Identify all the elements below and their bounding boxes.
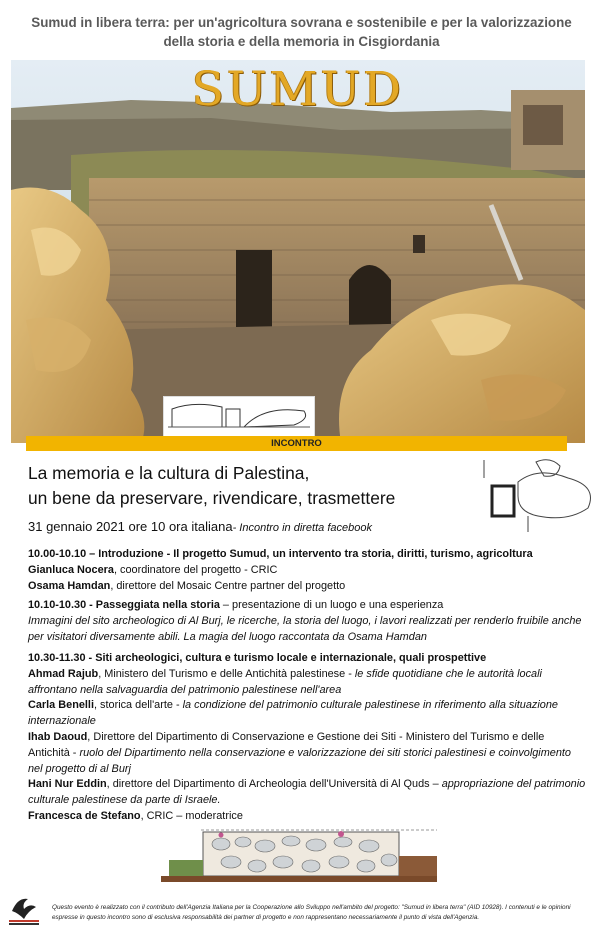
speaker-name: Carla Benelli <box>28 699 94 712</box>
event-type-band: INCONTRO <box>26 436 567 451</box>
speaker-name: Francesca de Stefano <box>28 809 141 822</box>
funding-disclaimer: Questo evento è realizzato con il contributo dell'Agenzia Italiana per la Cooperazione allo Sviluppo nell'ambito del progetto: "Sumud in libera terra" (AID 10928). I contenuti e le opinioni espresse in questo incontro sono di esclusiva responsabilità dei partner di progetto e non rappresentano necessariamente il punto di vista dell'Agenzia. <box>52 904 571 921</box>
event-date-note: - Incontro in diretta facebook <box>232 522 372 534</box>
program-heading-rest: – presentazione di un luogo e una esperienza <box>219 599 444 611</box>
speaker-role: , direttore del Dipartimento di Archeologia dell'Università di Al Quds – <box>106 778 442 791</box>
speaker-role: , Ministero del Turismo e delle Antichità palestinese - <box>98 667 355 680</box>
program-heading: 10.00-10.10 – Introduzione - Il progetto Sumud, un intervento tra storia, diritti, turismo, agricoltura <box>28 548 533 560</box>
speaker-line <box>28 563 588 579</box>
floor-plan-drawing <box>478 456 602 536</box>
program-heading: 10.30-11.30 - Siti archeologici, cultura e turismo locale e internazionale, quali prospettive <box>28 652 487 664</box>
speaker-role: , storica dell'arte - <box>93 699 183 712</box>
archaeological-site-illustration <box>11 60 585 443</box>
speaker-line <box>28 667 588 699</box>
event-date-time: 31 gennaio 2021 ore 10 ora italiana <box>28 519 233 534</box>
speaker-name: Gianluca Nocera <box>28 563 114 576</box>
speaker-line <box>28 730 588 777</box>
speaker-line <box>28 809 588 825</box>
title-line-2: della storia e della memoria in Cisgiordania <box>163 34 440 49</box>
speaker-line <box>28 777 588 809</box>
speaker-line <box>28 579 588 595</box>
speaker-role: , coordinatore del progetto - CRIC <box>113 563 278 576</box>
sumud-logo-text: SUMUD <box>191 62 405 117</box>
speaker-name: Osama Hamdan <box>28 579 111 592</box>
speaker-role: , direttore del Mosaic Centre partner del progetto <box>110 579 346 592</box>
agency-logo <box>6 891 42 927</box>
speaker-topic: le sfide quotidiane che le autorità locali affrontano nella salvaguardia del patrimonio palestinese nell'area <box>28 667 542 696</box>
program-block-2 <box>28 598 588 645</box>
speaker-name: Hani Nur Eddin <box>28 778 107 791</box>
section-sketch <box>163 396 315 438</box>
speaker-role: , CRIC – moderatrice <box>140 809 243 822</box>
speaker-topic: appropriazione del patrimonio culturale palestinese da parte di Israele. <box>28 778 586 807</box>
speaker-topic: ruolo del Dipartimento nella conservazione e valorizzazione dei siti storici palestinesi e coinvolgimento nel progetto di al Burj <box>28 746 571 775</box>
speaker-line <box>28 698 588 730</box>
event-date <box>28 519 372 534</box>
stonework-section-drawing <box>161 826 437 884</box>
program-heading: 10.10-10.30 - Passeggiata nella storia <box>28 599 220 611</box>
hero-photo <box>11 60 585 443</box>
speaker-name: Ihab Daoud <box>28 730 88 743</box>
program-block-3 <box>28 651 588 825</box>
program-description: Immagini del sito archeologico di Al Burj, le ricerche, la storia del luogo, i lavori realizzati per renderlo fruibile anche per visitatori diversamente abili. La magia del luogo raccontata da Osama Hamdan <box>28 614 582 643</box>
program-block-1 <box>28 547 588 594</box>
speaker-name: Ahmad Rajub <box>28 667 99 680</box>
speaker-role: , Direttore del Dipartimento di Conservazione e Gestione dei Siti - Ministero del Turismo e delle Antichità - <box>28 730 545 759</box>
event-title <box>28 461 395 511</box>
event-title-line-1: La memoria e la cultura di Palestina, <box>28 463 310 483</box>
speaker-topic: la condizione del patrimonio culturale palestinese in riferimento alla situazione internazionale <box>28 699 558 728</box>
event-title-line-2: un bene da preservare, rivendicare, trasmettere <box>28 488 396 508</box>
document-title <box>0 13 603 51</box>
title-line-1: Sumud in libera terra: per un'agricoltura sovrana e sostenibile e per la valorizzazione <box>31 15 572 30</box>
